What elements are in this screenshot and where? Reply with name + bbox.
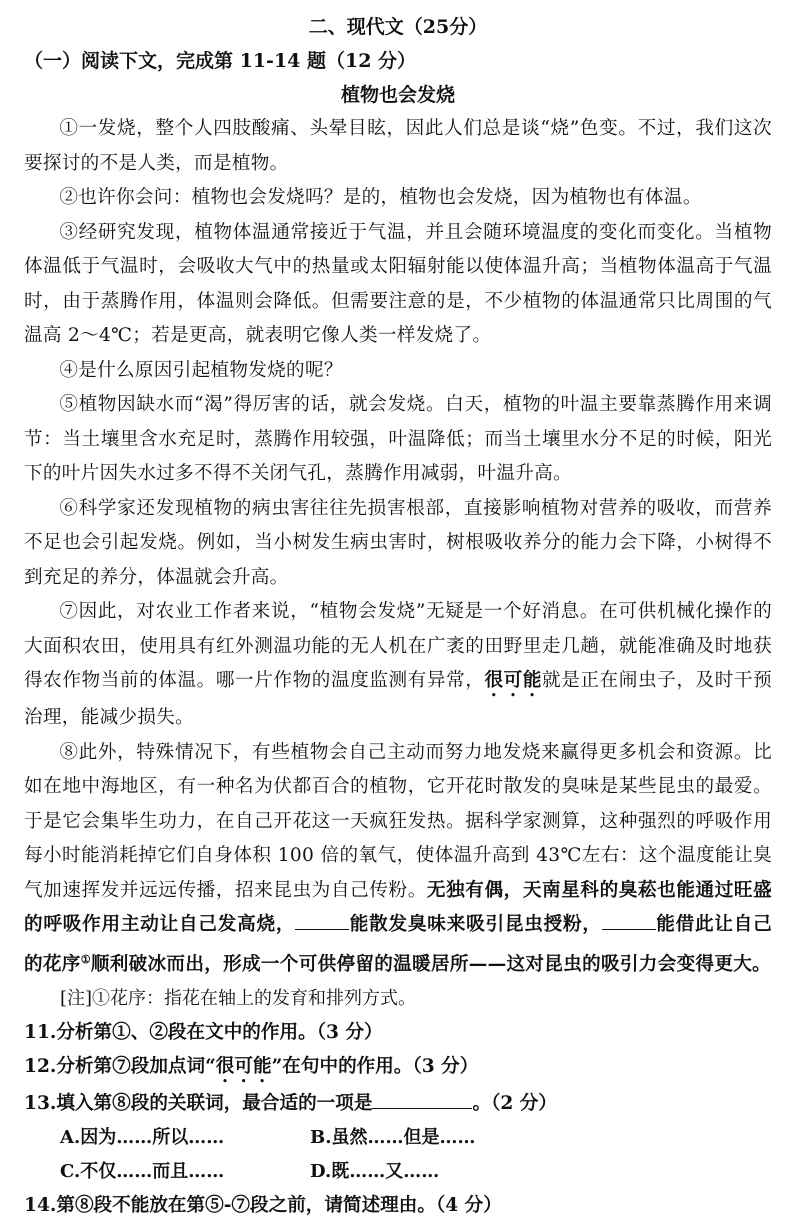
- question-13-options-row-2: [24, 1155, 772, 1189]
- question-13-part-b: 。（2 分）: [472, 1093, 557, 1115]
- footnote-marker: ①: [80, 952, 91, 966]
- question-12-part-b: ”在句中的作用。（3 分）: [271, 1056, 479, 1078]
- question-14: 14.第⑧段不能放在第⑤-⑦段之前，请简述理由。（4 分）: [24, 1195, 502, 1217]
- paragraph-7-part-b: 就是正在闹虫子，及时干预治理，能减少损失。: [24, 670, 772, 728]
- reading-header: （一）阅读下文，完成第 11-14 题（12 分）: [24, 50, 417, 72]
- question-12: [24, 1050, 772, 1087]
- answer-blank-1[interactable]: [295, 910, 349, 930]
- paragraph-7-part-a: ⑦因此，对农业工作者来说，“植物会发烧”无疑是一个好消息。在可供机械化操作的大面积农田，使用具有红外测温功能的无人机在广袤的田野里走几趟，就能准确及时地获得农作物当前的体温。哪一片作物的温度监测有异常，: [24, 601, 772, 691]
- option-a[interactable]: A.因为……所以……: [60, 1127, 225, 1149]
- question-13-part-a: 13.填入第⑧段的关联词，最合适的一项是: [24, 1093, 373, 1115]
- paragraph-8-bold-4: 顺利破冰而出，形成一个可供停留的温暖居所——这对昆虫的吸引力会变得更大。: [90, 953, 772, 975]
- section-title: 二、现代文（25分）: [308, 16, 488, 38]
- paragraph-2: ②也许你会问：植物也会发烧吗？是的，植物也会发烧，因为植物也有体温。: [59, 187, 702, 208]
- paragraph-8-bold-3: 能借此让自己的花序: [24, 914, 773, 975]
- paragraph-8-bold-2: 能散发臭味来吸引昆虫授粉，: [349, 914, 602, 935]
- paragraph-6: ⑥科学家还发现植物的病虫害往往先损害根部，直接影响植物对营养的吸收，而营养不足也会引起发烧。例如，当小树发生病虫害时，树根吸收养分的能力会下降，小树得不到充足的养分，体温就会升高。: [24, 497, 772, 588]
- question-12-part-a: 12.分析第⑦段加点词“: [24, 1056, 216, 1078]
- option-d[interactable]: D.既……又……: [310, 1161, 440, 1183]
- question-11: 11.分析第①、②段在文中的作用。（3 分）: [24, 1022, 383, 1044]
- question-13-options-row-1: [24, 1121, 772, 1155]
- paragraph-8-part-a: ⑧此外，特殊情况下，有些植物会自己主动而努力地发烧来赢得更多机会和资源。比如在地中海地区，有一种名为伏都百合的植物，它开花时散发的臭味是某些昆虫的最爱。于是它会集毕生功力，在自己开花这一天疯狂发热。据科学家测算，这种强烈的呼吸作用每小时能消耗掉它们自身体积 100 倍的氧气，使体温升高到 43℃左右：这个温度能让臭气加速挥发并远远传播，招来昆虫为自己传粉。: [24, 741, 772, 901]
- paragraph-8-bold-1: 无独有偶，天南星科的臭菘也能通过旺盛的呼吸作用主动让自己发高烧，: [24, 879, 772, 935]
- question-13: [24, 1087, 772, 1121]
- answer-blank-2[interactable]: [602, 910, 656, 930]
- footnote: [注]①花序：指花在轴上的发育和排列方式。: [60, 988, 417, 1010]
- option-b[interactable]: B.虽然……但是……: [310, 1127, 476, 1149]
- paragraph-1: ①一发烧，整个人四肢酸痛、头晕目眩，因此人们总是谈“烧”色变。不过，我们这次要探讨的不是人类，而是植物。: [24, 118, 772, 174]
- paragraph-3: ③经研究发现，植物体温通常接近于气温，并且会随环境温度的变化而变化。当植物体温低于气温时，会吸收大气中的热量或太阳辐射能以使体温升高；当植物体温高于气温时，由于蒸腾作用，体温则会降低。但需要注意的是，不少植物的体温通常只比周围的气温高 2～4℃；若是更高，就表明它像人类一样发烧了。: [24, 221, 772, 346]
- paragraph-8: [24, 736, 772, 983]
- question-13-answer-blank[interactable]: [372, 1090, 472, 1110]
- question-12-dotted-word: 很可能: [215, 1056, 272, 1078]
- paragraph-4: ④是什么原因引起植物发烧的呢？: [59, 359, 343, 381]
- dotted-word: 很可能: [484, 670, 543, 691]
- option-c[interactable]: C.不仅……而且……: [60, 1161, 225, 1183]
- paragraph-7: [24, 595, 772, 736]
- paragraph-5: ⑤植物因缺水而“渴”得厉害的话，就会发烧。白天，植物的叶温主要靠蒸腾作用来调节：当土壤里含水充足时，蒸腾作用较强，叶温降低；而当土壤里水分不足的时候，阳光下的叶片因失水过多不得不关闭气孔，蒸腾作用减弱，叶温升高。: [24, 394, 772, 484]
- article-title: 植物也会发烧: [340, 84, 455, 106]
